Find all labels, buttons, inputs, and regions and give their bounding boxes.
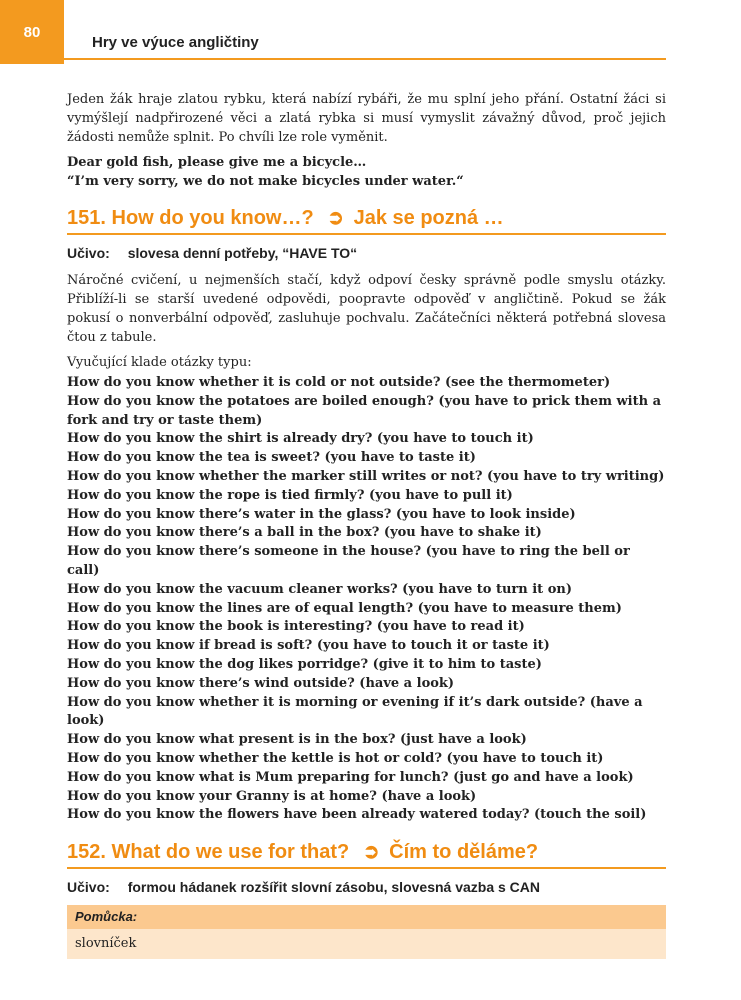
section-151-title-cz: Jak se pozná …: [353, 207, 504, 229]
ucivo-label: Učivo:: [67, 879, 110, 896]
section-151-ucivo: [67, 243, 666, 263]
question-item: How do you know whether the marker still writes or not? (you have to try writing): [67, 468, 665, 484]
section-151-title-en: How do you know…?: [111, 207, 314, 229]
arrow-icon: ➲: [327, 207, 345, 229]
question-item: How do you know whether the kettle is hot or cold? (you have to touch it): [67, 750, 604, 766]
question-item: How do you know the lines are of equal length? (you have to measure them): [67, 600, 622, 616]
section-151-number: 151.: [67, 207, 106, 229]
section-152-title: [67, 839, 666, 869]
question-item: How do you know there’s wind outside? (have a look): [67, 675, 455, 691]
question-item: How do you know the dog likes porridge? (give it to him to taste): [67, 656, 542, 672]
question-item: How do you know the potatoes are boiled enough? (you have to prick them with a fork and try or taste them): [67, 393, 662, 428]
page-content: [67, 90, 666, 959]
question-list: [67, 374, 666, 825]
pomucka-label: Pomůcka:: [67, 905, 666, 929]
page-number: 80: [0, 0, 64, 64]
question-item: How do you know what is Mum preparing for lunch? (just go and have a look): [67, 769, 634, 785]
running-head: Hry ve výuce angličtiny: [92, 34, 259, 51]
header-rule: [64, 58, 666, 60]
pomucka-box: [67, 905, 666, 959]
section-152-title-en: What do we use for that?: [111, 841, 350, 864]
question-item: How do you know if bread is soft? (you have to touch it or taste it): [67, 638, 550, 654]
question-item: How do you know there’s water in the glass? (you have to look inside): [67, 506, 576, 522]
question-item: How do you know the vacuum cleaner works? (you have to turn it on): [67, 581, 572, 597]
section-152-ucivo: [67, 877, 666, 897]
question-item: How do you know there’s someone in the house? (you have to ring the bell or call): [67, 544, 630, 578]
section-151-title: [67, 205, 666, 235]
section-151-paragraph: Náročné cvičení, u nejmenších stačí, když odpoví česky správně podle smyslu otázky. Přiblíží-li se starší uvedené odpovědi, poopravte odpověď v angličtině. Pokud se žák pokusí o nonverbální odpověď, zasluhuje pochvalu. Začátečníci některá potřebná slovesa čtou z tabule.: [67, 273, 666, 345]
ucivo-text: slovesa denní potřeby, “HAVE TO“: [127, 245, 358, 261]
ucivo-text: formou hádanek rozšířit slovní zásobu, slovesná vazba s CAN: [127, 879, 541, 896]
ucivo-label: Učivo:: [67, 245, 110, 261]
question-item: How do you know your Granny is at home? (have a look): [67, 788, 477, 804]
intro-example-2: “I’m very sorry, we do not make bicycles under water.“: [67, 174, 464, 189]
question-item: How do you know the shirt is already dry? (you have to touch it): [67, 431, 534, 447]
intro-example-1: Dear gold fish, please give me a bicycle…: [67, 155, 367, 170]
question-item: How do you know what present is in the box? (just have a look): [67, 732, 527, 748]
arrow-icon: ➲: [362, 841, 380, 864]
intro-paragraph: Jeden žák hraje zlatou rybku, která nabízí rybáři, že mu splní jeho přání. Ostatní žáci si vymýšlejí nadpřirozené věci a zlatá rybka si musí vymyslit závažný důvod, proč jejich žádosti nemůže splnit. Po chvíli lze role vyměnit.: [67, 92, 666, 145]
pomucka-value: slovníček: [67, 929, 666, 959]
question-item: How do you know the tea is sweet? (you have to taste it): [67, 450, 476, 466]
section-152-title-cz: Čím to děláme?: [389, 841, 539, 864]
question-item: How do you know the book is interesting? (you have to read it): [67, 619, 525, 635]
section-152-number: 152.: [67, 841, 106, 864]
question-item: How do you know there’s a ball in the box? (you have to shake it): [67, 525, 542, 541]
question-item: How do you know whether it is morning or evening if it’s dark outside? (have a look): [67, 694, 643, 729]
question-item: How do you know the rope is tied firmly? (you have to pull it): [67, 487, 513, 503]
section-151-prompt: Vyučující klade otázky typu:: [67, 355, 252, 370]
question-item: How do you know the flowers have been already watered today? (touch the soil): [67, 807, 647, 823]
question-item: How do you know whether it is cold or not outside? (see the thermometer): [67, 375, 611, 390]
